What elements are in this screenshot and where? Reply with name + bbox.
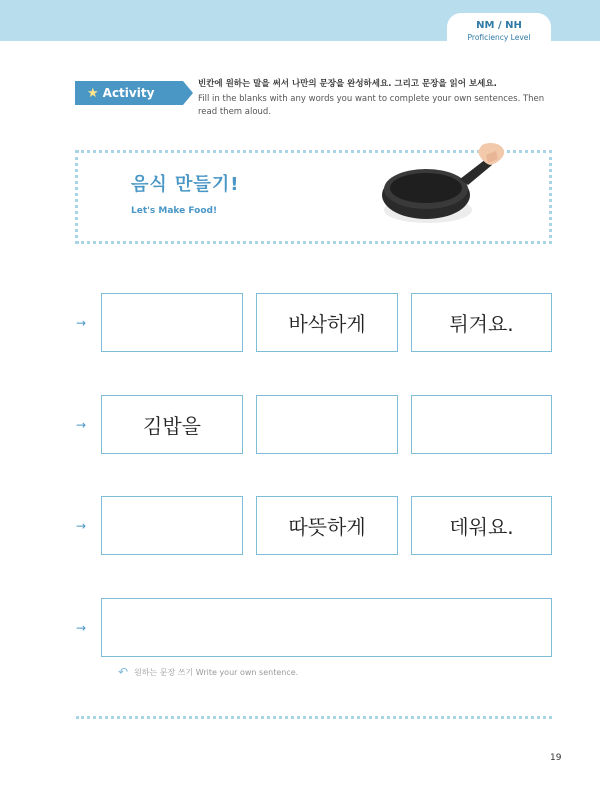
instruction-english: Fill in the blanks with any words you want to complete your own sentences. Then read them aloud. bbox=[198, 94, 545, 117]
banner-right-border bbox=[549, 150, 552, 244]
own-sentence-box[interactable] bbox=[101, 598, 552, 657]
activity-badge bbox=[75, 81, 183, 105]
blank-box[interactable] bbox=[256, 395, 398, 454]
row-arrow: → bbox=[76, 519, 87, 533]
activity-label: Activity bbox=[102, 86, 155, 100]
banner-bottom-border bbox=[76, 241, 552, 244]
level-code: NM / NH bbox=[476, 20, 522, 31]
instruction-korean: 빈칸에 원하는 말을 써서 나만의 문장을 완성하세요. 그리고 문장을 읽어 보세요. bbox=[198, 79, 497, 89]
blank-box[interactable] bbox=[101, 293, 243, 352]
star-icon: ★ bbox=[87, 85, 99, 101]
frying-pan-image bbox=[378, 137, 508, 237]
banner-title-english: Let's Make Food! bbox=[131, 206, 218, 216]
blank-box[interactable] bbox=[411, 395, 552, 454]
hint bbox=[118, 665, 298, 679]
blank-box[interactable] bbox=[101, 496, 243, 555]
bottom-divider bbox=[76, 716, 552, 719]
page-number: 19 bbox=[550, 753, 562, 763]
word-box: 따뜻하게 bbox=[256, 496, 398, 555]
banner-title-korean: 음식 만들기! bbox=[131, 174, 240, 195]
level-label: Proficiency Level bbox=[467, 33, 531, 42]
banner-left-border bbox=[75, 150, 78, 244]
word-box: 데워요. bbox=[411, 496, 552, 555]
row-arrow: → bbox=[76, 316, 87, 330]
curly-arrow-icon: ↶ bbox=[118, 665, 129, 679]
instructions bbox=[198, 78, 563, 119]
word-box: 김밥을 bbox=[101, 395, 243, 454]
proficiency-level-tab bbox=[447, 13, 551, 53]
hint-text: 원하는 문장 쓰기 Write your own sentence. bbox=[134, 667, 299, 677]
row-arrow: → bbox=[76, 418, 87, 432]
word-box: 바삭하게 bbox=[256, 293, 398, 352]
word-box: 튀겨요. bbox=[411, 293, 552, 352]
row-arrow: → bbox=[76, 621, 87, 635]
